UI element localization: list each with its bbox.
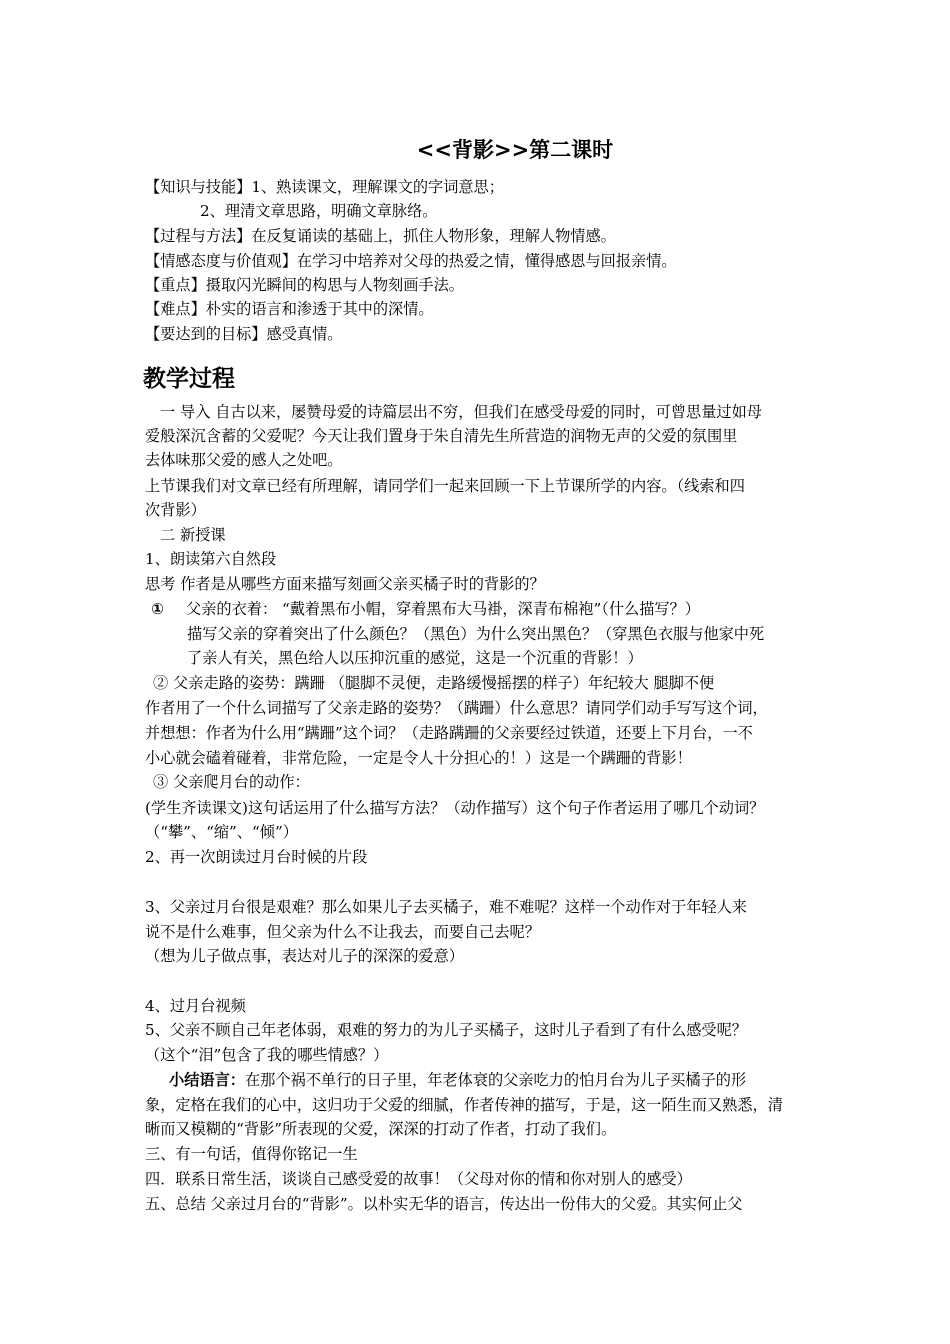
text-line: （这个“泪”包含了我的哪些情感？）	[145, 1046, 389, 1064]
text-line: 说不是什么难事，但父亲为什么不让我去，而要自己去呢？	[145, 923, 540, 941]
objective-process: 【过程与方法】在反复诵读的基础上，抓住人物形象，理解人物情感。	[145, 227, 616, 245]
text-line: 二 新授课	[160, 526, 226, 544]
text-line: （“攀”、“缩”、“倾”）	[145, 823, 298, 841]
text-line: ② 父亲走路的姿势：蹒跚 （腿脚不灵便，走路缓慢摇摆的样子）年纪较大 腿脚不便	[153, 674, 715, 692]
item-number: ①	[151, 600, 164, 618]
text-line: 描写父亲的穿着突出了什么颜色？（黑色）为什么突出黑色？（穿黑色衣服与他家中死	[187, 625, 765, 643]
text-line	[169, 1070, 746, 1090]
text-line: ③ 父亲爬月台的动作：	[153, 773, 310, 791]
objective-emotion: 【情感态度与价值观】在学习中培养对父母的热爱之情，懂得感恩与回报亲情。	[145, 252, 677, 270]
text-line: 1、朗读第六自然段	[145, 550, 277, 568]
summary-label: 小结语言：	[169, 1071, 245, 1089]
text-line: (学生齐读课文)这句话运用了什么描写方法？（动作描写）这个句子作者运用了哪几个动词？	[145, 799, 765, 817]
objective-knowledge-2: 2、理清文章思路，明确文章脉络。	[200, 202, 438, 220]
text-line: 晰而又模糊的“背影”所表现的父爱，深深的打动了作者，打动了我们。	[145, 1120, 617, 1138]
text-line: 四．联系日常生活，谈谈自己感受爱的故事！（父母对你的情和你对别人的感受）	[145, 1170, 692, 1188]
page-title: <<背影>>第二课时	[416, 138, 614, 162]
text-line: 爱般深沉含蓄的父爱呢？今天让我们置身于朱自清先生所营造的润物无声的父爱的氛围里	[145, 427, 738, 445]
text-line: 一 导入 自古以来，屡赞母爱的诗篇层出不穷，但我们在感受母爱的同时，可曾思量过如母	[160, 403, 762, 421]
text-line: 象，定格在我们的心中，这归功于父爱的细腻，作者传神的描写，于是，这一陌生而又熟悉，清	[145, 1096, 783, 1114]
text-line: 五、总结 父亲过月台的“背影”。以朴实无华的语言，传达出一份伟大的父爱。其实何止父	[145, 1195, 743, 1213]
text-line: 2、再一次朗读过月台时候的片段	[145, 848, 368, 866]
summary-text: 在那个祸不单行的日子里，年老体衰的父亲吃力的怕月台为儿子买橘子的形	[244, 1071, 747, 1089]
text-line: （想为儿子做点事，表达对儿子的深深的爱意）	[145, 947, 464, 965]
text-line: 上节课我们对文章已经有所理解，请同学们一起来回顾一下上节课所学的内容。（线索和四	[145, 477, 745, 495]
section-heading: 教学过程	[143, 366, 235, 392]
objective-key-point: 【重点】摄取闪光瞬间的构思与人物刻画手法。	[145, 276, 464, 294]
text-line: 3、父亲过月台很是艰难？那么如果儿子去买橘子，难不难呢？这样一个动作对于年轻人来	[145, 898, 747, 916]
text-line: 次背影）	[145, 501, 206, 519]
text-line: 作者用了一个什么词描写了父亲走路的姿势？（蹒跚）什么意思？请同学们动手写写这个词，	[145, 699, 768, 717]
objective-knowledge: 【知识与技能】1、熟读课文，理解课文的字词意思；	[145, 178, 504, 196]
text-line: 了亲人有关，黑色给人以压抑沉重的感觉，这是一个沉重的背影！）	[187, 649, 643, 667]
text-line: 并想想：作者为什么用“蹒跚”这个词？（走路蹒跚的父亲要经过铁道，还要上下月台，一不	[145, 724, 753, 742]
text-line: 5、父亲不顾自己年老体弱，艰难的努力的为儿子买橘子，这时儿子看到了有什么感受呢？	[145, 1021, 747, 1039]
text-line: 4、过月台视频	[145, 997, 246, 1015]
item-text: 父亲的衣着： “戴着黑布小帽，穿着黑布大马褂，深青布棉袍”（什么描写？）	[186, 600, 700, 618]
text-line: 小心就会磕着碰着，非常危险，一定是令人十分担心的！）这是一个蹒跚的背影！	[145, 749, 692, 767]
text-line	[149, 599, 700, 619]
objective-difficulty: 【难点】朴实的语言和渗透于其中的深情。	[145, 300, 434, 318]
text-line: 思考 作者是从哪些方面来描写刻画父亲买橘子时的背影的？	[145, 575, 545, 593]
objective-goal: 【要达到的目标】感受真情。	[145, 325, 343, 343]
text-line: 三、有一句话，值得你铭记一生	[145, 1145, 358, 1163]
text-line: 去体味那父爱的感人之处吧。	[145, 451, 343, 469]
